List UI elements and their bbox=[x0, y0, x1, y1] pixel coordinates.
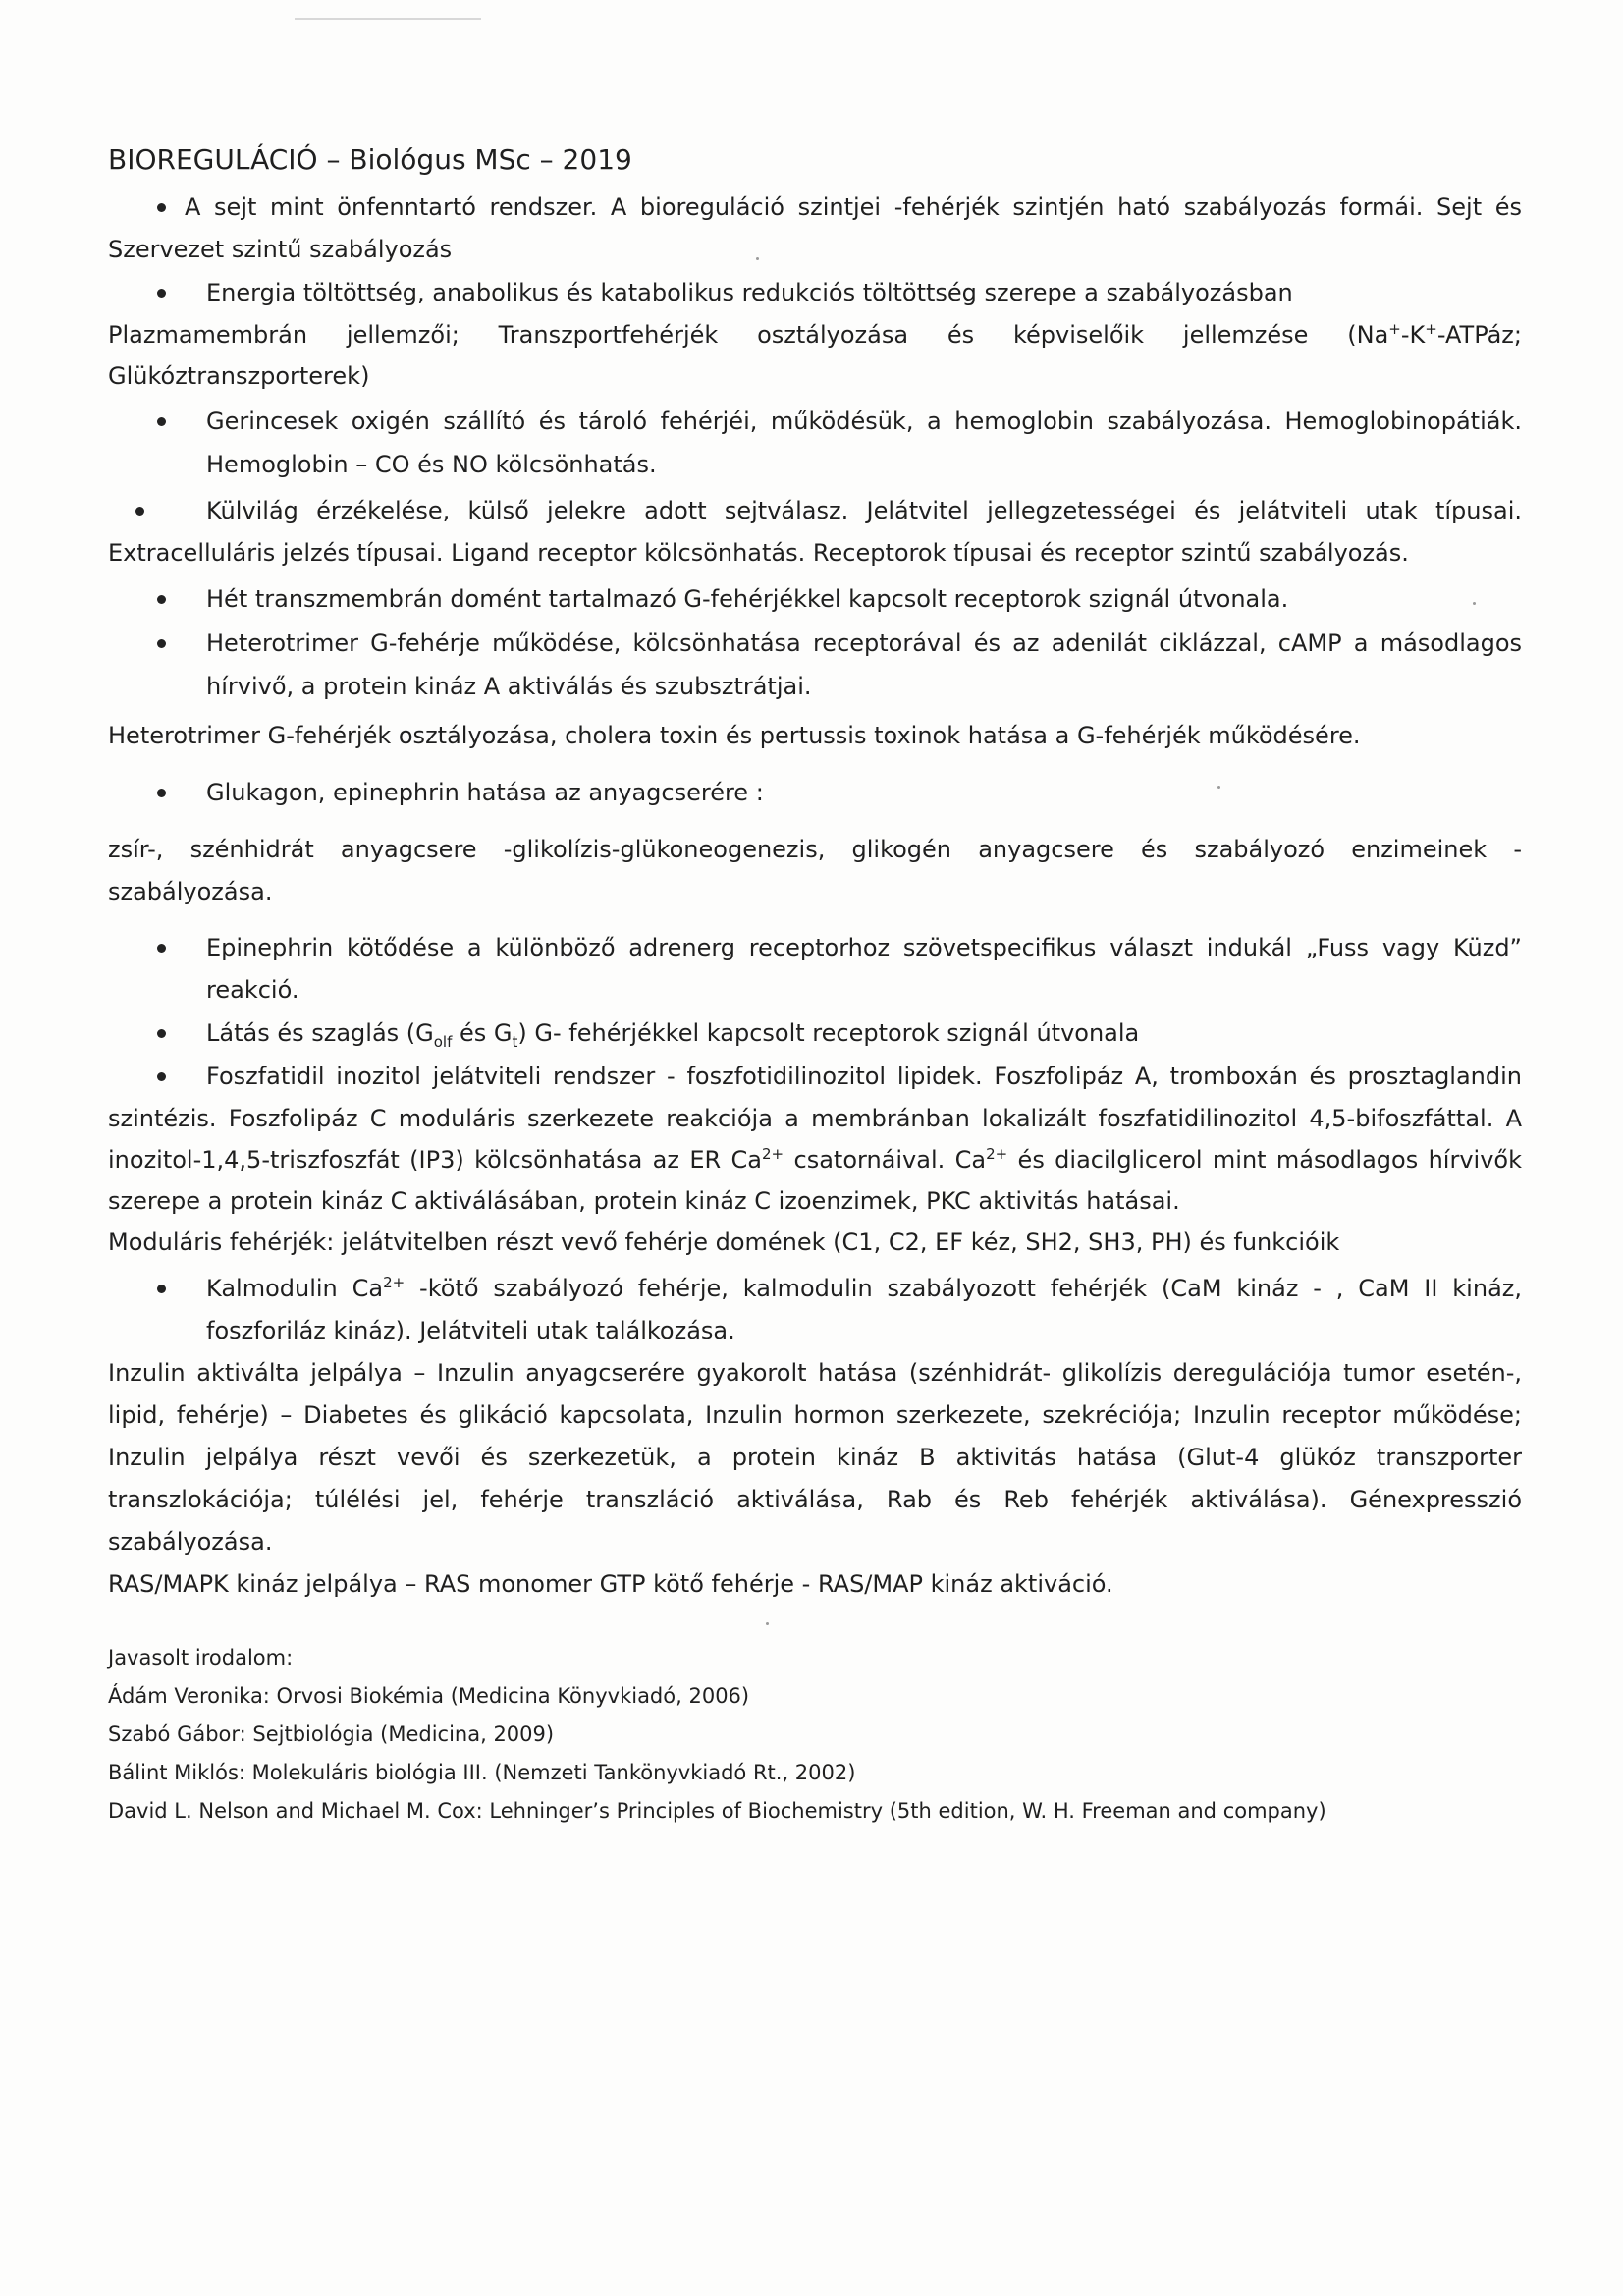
text-line: Hemoglobin – CO és NO kölcsönhatás. bbox=[206, 451, 657, 478]
bullet-icon bbox=[157, 595, 166, 604]
text-segment: ) G- fehérjékkel kapcsolt receptorok szignál útvonala bbox=[517, 1019, 1140, 1047]
reference-item: Ádám Veronika: Orvosi Biokémia (Medicina Könyvkiadó, 2006) bbox=[108, 1684, 750, 1708]
text-line bbox=[206, 1274, 1522, 1303]
text-segment: csatornáival. Ca bbox=[784, 1146, 987, 1174]
subscript: olf bbox=[433, 1032, 453, 1051]
bullet-icon bbox=[157, 1029, 166, 1038]
text-line: Hét transzmembrán domént tartalmazó G-fehérjékkel kapcsolt receptorok szignál útvonala. bbox=[206, 585, 1289, 613]
text-segment: -kötő szabályozó fehérje, kalmodulin szabályozott fehérjék (CaM kináz - , CaM II kináz, bbox=[405, 1275, 1522, 1302]
text-line: transzlokációja; túlélési jel, fehérje transzláció aktiválása, Rab és Reb fehérjék aktiválása). Génexpresszió bbox=[108, 1486, 1522, 1513]
text-line bbox=[108, 1145, 1522, 1175]
text-line bbox=[206, 1018, 1620, 1051]
bullet-icon bbox=[157, 417, 166, 426]
text-line: Glükóztranszporterek) bbox=[108, 362, 370, 390]
superscript: 2+ bbox=[383, 1274, 406, 1291]
text-line: lipid, fehérje) – Diabetes és glikáció kapcsolata, Inzulin hormon szerkezete, szekréciója; Inzulin receptor működése; bbox=[108, 1401, 1522, 1429]
bullet-icon bbox=[157, 1285, 166, 1293]
text-line: Foszfatidil inozitol jelátviteli rendszer - foszfotidilinozitol lipidek. Foszfolipáz A, tromboxán és prosztaglandin bbox=[206, 1063, 1522, 1090]
bullet-icon bbox=[157, 944, 166, 953]
bullet-icon bbox=[157, 203, 166, 212]
bullet-icon bbox=[135, 507, 144, 516]
text-segment: inozitol-1,4,5-triszfoszfát (IP3) kölcsönhatása az ER Ca bbox=[108, 1146, 763, 1174]
reference-item: David L. Nelson and Michael M. Cox: Lehninger’s Principles of Biochemistry (5th edition, W. H. Freeman and company) bbox=[108, 1799, 1326, 1823]
text-line: Heterotrimer G-fehérjék osztályozása, cholera toxin és pertussis toxinok hatása a G-fehérjék működésére. bbox=[108, 722, 1361, 749]
subscript: t bbox=[512, 1032, 518, 1051]
text-segment: -K bbox=[1400, 321, 1426, 349]
bullet-icon bbox=[157, 289, 166, 298]
text-line: Szervezet szintű szabályozás bbox=[108, 236, 453, 263]
bullet-icon bbox=[157, 1072, 166, 1081]
text-line: Moduláris fehérjék: jelátvitelben részt vevő fehérje domének (C1, C2, EF kéz, SH2, SH3, PH) és funkcióik bbox=[108, 1229, 1340, 1256]
reference-item: Szabó Gábor: Sejtbiológia (Medicina, 2009) bbox=[108, 1722, 555, 1746]
scan-artifact bbox=[766, 1622, 769, 1625]
text-line: Glukagon, epinephrin hatása az anyagcserére : bbox=[206, 779, 764, 806]
superscript: + bbox=[1425, 320, 1437, 338]
text-line: RAS/MAPK kináz jelpálya – RAS monomer GTP kötő fehérje - RAS/MAP kináz aktiváció. bbox=[108, 1570, 1113, 1598]
text-line: Külvilág érzékelése, külső jelekre adott sejtválasz. Jelátvitel jellegzetességei és jelátviteli utak típusai. bbox=[206, 497, 1522, 524]
bullet-icon bbox=[157, 639, 166, 648]
text-line: szabályozása. bbox=[108, 1528, 273, 1556]
text-line: szabályozása. bbox=[108, 878, 273, 905]
bullet-icon bbox=[157, 789, 166, 797]
text-segment: és diacilglicerol mint másodlagos hírvivők bbox=[1007, 1146, 1522, 1174]
superscript: 2+ bbox=[986, 1145, 1008, 1163]
text-line: Inzulin aktiválta jelpálya – Inzulin anyagcserére gyakorolt hatása (szénhidrát- glikolízis deregulációja tumor esetén-, bbox=[108, 1359, 1522, 1387]
text-line: szintézis. Foszfolipáz C moduláris szerkezete reakciója a membránban lokalizált foszfatidilinozitol 4,5-bifoszfáttal. A bbox=[108, 1105, 1522, 1132]
references-heading: Javasolt irodalom: bbox=[108, 1646, 294, 1669]
superscript: + bbox=[1388, 320, 1401, 338]
text-segment: Kalmodulin Ca bbox=[206, 1275, 384, 1302]
text-line: Inzulin jelpálya részt vevői és szerkezetük, a protein kináz B aktivitás hatása (Glut-4 glükóz transzporter bbox=[108, 1444, 1522, 1471]
text-segment: -ATPáz; bbox=[1436, 321, 1522, 349]
text-line: Gerincesek oxigén szállító és tároló fehérjéi, működésük, a hemoglobin szabályozása. Hemoglobinopátiák. bbox=[206, 408, 1522, 435]
text-line: zsír-, szénhidrát anyagcsere -glikolízis-glükoneogenezis, glikogén anyagcsere és szabályozó enzimeinek - bbox=[108, 836, 1522, 863]
text-line: Energia töltöttség, anabolikus és katabolikus redukciós töltöttség szerepe a szabályozásban bbox=[206, 279, 1293, 306]
text-line: hírvivő, a protein kináz A aktiválás és szubsztrátjai. bbox=[206, 673, 812, 700]
text-segment: Látás és szaglás (G bbox=[206, 1019, 434, 1047]
document-title: BIOREGULÁCIÓ – Biológus MSc – 2019 bbox=[108, 143, 632, 176]
text-line: A sejt mint önfenntartó rendszer. A bioreguláció szintjei -fehérjék szintjén ható szabályozás formái. Sejt és bbox=[185, 193, 1522, 221]
superscript: 2+ bbox=[762, 1145, 784, 1163]
text-line: Extracelluláris jelzés típusai. Ligand receptor kölcsönhatás. Receptorok típusai és receptor szintű szabályozás. bbox=[108, 539, 1409, 567]
text-line: szerepe a protein kináz C aktiválásában, protein kináz C izoenzimek, PKC aktivitás hatásai. bbox=[108, 1187, 1180, 1215]
text-line: Epinephrin kötődése a különböző adrenerg receptorhoz szövetspecifikus választ indukál „Fuss vagy Küzd” bbox=[206, 934, 1522, 961]
text-segment: és G bbox=[452, 1019, 513, 1047]
reference-item: Bálint Miklós: Molekuláris biológia III. (Nemzeti Tankönyvkiadó Rt., 2002) bbox=[108, 1761, 856, 1784]
text-line: foszforiláz kináz). Jelátviteli utak találkozása. bbox=[206, 1317, 735, 1344]
text-line bbox=[108, 320, 1522, 350]
text-line: reakció. bbox=[206, 976, 299, 1004]
text-line: Heterotrimer G-fehérje működése, kölcsönhatása receptorával és az adenilát ciklázzal, cAMP a másodlagos bbox=[206, 629, 1522, 657]
text-segment: Plazmamembrán jellemzői; Transzportfehérjék osztályozása és képviselőik jellemzése (Na bbox=[108, 321, 1389, 349]
scan-artifact bbox=[295, 18, 481, 20]
